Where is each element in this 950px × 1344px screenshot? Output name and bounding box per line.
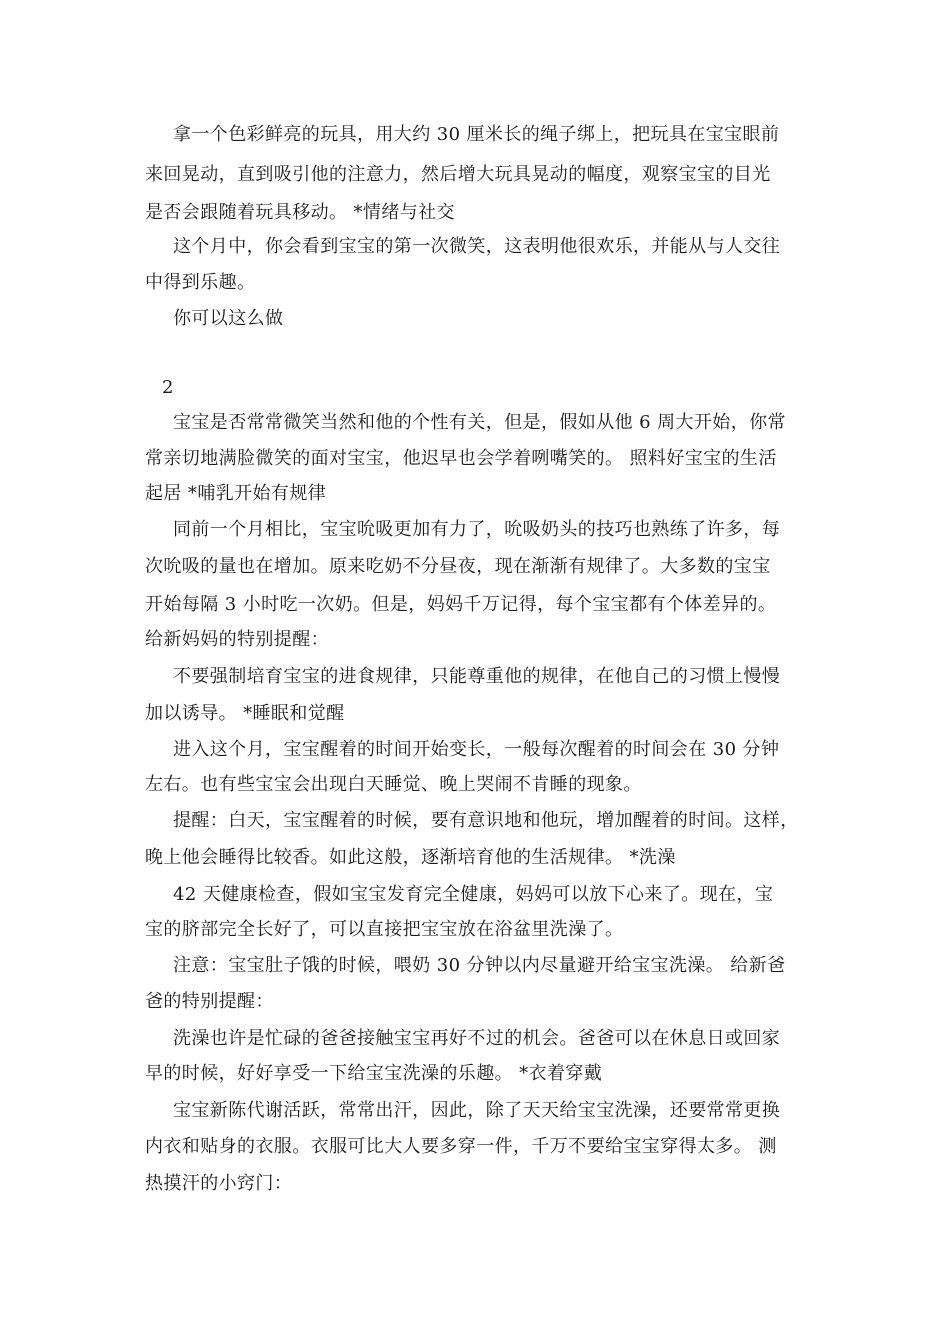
text-line: 洗澡也许是忙碌的爸爸接触宝宝再好不过的机会。爸爸可以在休息日或回家	[173, 1028, 781, 1049]
text-line: 这个月中，你会看到宝宝的第一次微笑，这表明他很欢乐，并能从与人交往	[173, 236, 781, 257]
text-line: 给新妈妈的特别提醒：	[145, 629, 329, 650]
text-line: 左右。也有些宝宝会出现白天睡觉、晚上哭闹不肯睡的现象。	[145, 774, 642, 795]
text-line: 你可以这么做	[173, 308, 284, 329]
text-line: 42 天健康检查，假如宝宝发育完全健康，妈妈可以放下心来了。现在，宝	[173, 884, 774, 905]
text-line: 宝宝新陈代谢活跃，常常出汗，因此，除了天天给宝宝洗澡，还要常常更换	[173, 1100, 781, 1121]
text-line: 宝宝是否常常微笑当然和他的个性有关，但是，假如从他 6 周大开始，你常	[173, 412, 786, 433]
text-line: 晚上他会睡得比较香。如此这般，逐渐培育他的生活规律。 *洗澡	[145, 847, 676, 868]
text-line: 提醒：白天，宝宝醒着的时候，要有意识地和他玩，增加醒着的时间。这样，	[173, 810, 799, 831]
text-line: 次吮吸的量也在增加。原来吃奶不分昼夜，现在渐渐有规律了。大多数的宝宝	[145, 556, 771, 577]
text-line: 加以诱导。 *睡眠和觉醒	[145, 703, 345, 724]
text-line: 热摸汗的小窍门：	[145, 1173, 293, 1194]
text-line: 内衣和贴身的衣服。衣服可比大人要多穿一件，千万不要给宝宝穿得太多。 测	[145, 1136, 777, 1157]
text-line: 爸的特别提醒：	[145, 991, 274, 1012]
text-line: 早的时候，好好享受一下给宝宝洗澡的乐趣。 *衣着穿戴	[145, 1063, 603, 1084]
text-line: 注意：宝宝肚子饿的时候，喂奶 30 分钟以内尽量避开给宝宝洗澡。 给新爸	[173, 955, 786, 976]
text-line: 来回晃动，直到吸引他的注意力，然后增大玩具晃动的幅度，观察宝宝的目光	[145, 164, 771, 185]
text-line: 中得到乐趣。	[145, 272, 256, 293]
text-line: 开始每隔 3 小时吃一次奶。但是，妈妈千万记得，每个宝宝都有个体差异的。	[145, 594, 777, 615]
page-number: 2	[162, 377, 174, 398]
text-line: 起居 *哺乳开始有规律	[145, 483, 327, 504]
text-line: 常亲切地满脸微笑的面对宝宝，他迟早也会学着咧嘴笑的。 照料好宝宝的生活	[145, 448, 777, 469]
text-line: 进入这个月，宝宝醒着的时间开始变长，一般每次醒着的时间会在 30 分钟	[173, 739, 780, 760]
text-line: 是否会跟随着玩具移动。 *情绪与社交	[145, 202, 455, 223]
text-line: 不要强制培育宝宝的进食规律，只能尊重他的规律，在他自己的习惯上慢慢	[173, 666, 781, 687]
text-line: 同前一个月相比，宝宝吮吸更加有力了，吮吸奶头的技巧也熟练了许多，每	[173, 519, 781, 540]
text-line: 宝的脐部完全长好了，可以直接把宝宝放在浴盆里洗澡了。	[145, 919, 624, 940]
text-line: 拿一个色彩鲜亮的玩具，用大约 30 厘米长的绳子绑上，把玩具在宝宝眼前	[173, 124, 780, 145]
